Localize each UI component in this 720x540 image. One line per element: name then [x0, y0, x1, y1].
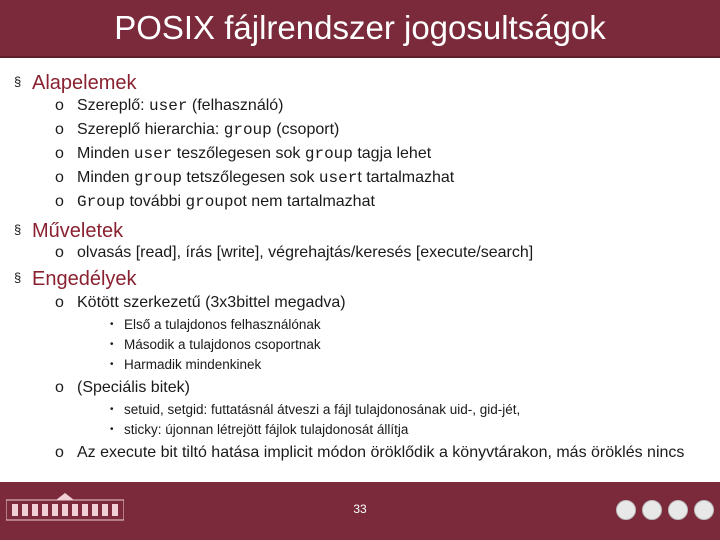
title-bar [0, 0, 720, 58]
circle-bullet-icon: o [55, 193, 64, 210]
item-text: tetszőlegesen sok [181, 169, 319, 186]
nav-controls [616, 500, 714, 520]
circle-bullet-icon: o [55, 379, 64, 396]
prev-icon[interactable] [616, 500, 636, 520]
item-code: group [133, 169, 182, 187]
dot-bullet-icon: • [110, 339, 114, 350]
item-text: Minden [77, 145, 134, 162]
footer-bar [0, 482, 720, 540]
list-item [55, 293, 346, 313]
item-text: Első a tulajdonos felhasználónak [124, 317, 321, 332]
home-icon[interactable] [642, 500, 662, 520]
dot-bullet-icon: • [110, 424, 114, 435]
item-text: ot nem tartalmazhat [233, 193, 375, 210]
list-item [55, 120, 339, 140]
square-bullet-icon: § [14, 222, 22, 237]
item-code: user [133, 145, 173, 163]
circle-bullet-icon: o [55, 444, 64, 461]
item-text: Harmadik mindenkinek [124, 357, 262, 372]
item-code: group [185, 193, 234, 211]
circle-bullet-icon: o [55, 294, 64, 311]
sub-list-item [110, 421, 408, 439]
item-text: Második a tulajdonos csoportnak [124, 337, 321, 352]
item-text: Minden [77, 169, 134, 186]
item-text: (csoport) [271, 121, 340, 138]
item-text: Szereplő hierarchia: [77, 121, 224, 138]
slide-title: POSIX fájlrendszer jogosultságok [114, 9, 606, 46]
list-item [55, 243, 533, 263]
item-text: további [125, 193, 186, 210]
item-text: Az execute bit tiltó hatása implicit módon öröklődik a könyvtárakon, más öröklés nincs [77, 444, 685, 461]
circle-bullet-icon: o [55, 97, 64, 114]
list-item [55, 96, 284, 116]
page-number: 33 [353, 502, 367, 516]
item-text: teszőlegesen sok [172, 145, 305, 162]
item-text: (felhasználó) [187, 97, 284, 114]
item-text: Kötött szerkezetű (3x3bittel megadva) [77, 294, 346, 311]
sub-list-item [110, 356, 261, 374]
dot-bullet-icon: • [110, 359, 114, 370]
list-item [55, 168, 454, 188]
list-item [55, 378, 190, 398]
list-item [55, 443, 695, 463]
section-muveletek [14, 218, 123, 243]
square-bullet-icon: § [14, 270, 22, 285]
circle-bullet-icon: o [55, 169, 64, 186]
circle-bullet-icon: o [55, 244, 64, 261]
item-code: group [223, 121, 272, 139]
item-text: sticky: újonnan létrejött fájlok tulajdonosát állítja [124, 422, 409, 437]
item-text: setuid, setgid: futtatásnál átveszi a fájl tulajdonosának uid-, gid-jét, [124, 402, 521, 417]
item-code: group [304, 145, 353, 163]
sub-list-item [110, 336, 321, 354]
item-code: Group [77, 193, 126, 211]
item-text: Szereplő: [77, 97, 150, 114]
sub-list-item [110, 316, 321, 334]
item-code: user [318, 169, 358, 187]
item-text: olvasás [read], írás [write], végrehajtás/keresés [execute/search] [77, 244, 534, 261]
section-label: Műveletek [32, 220, 124, 242]
circle-bullet-icon: o [55, 145, 64, 162]
list-item [55, 144, 431, 164]
item-text: (Speciális bitek) [77, 379, 190, 396]
dot-bullet-icon: • [110, 319, 114, 330]
section-label: Alapelemek [32, 72, 137, 94]
dot-bullet-icon: • [110, 404, 114, 415]
square-bullet-icon: § [14, 74, 22, 89]
section-engedelyek [14, 266, 137, 291]
sub-list-item [110, 401, 520, 419]
section-alapelemek [14, 70, 137, 95]
list-item [55, 192, 375, 212]
item-code: user [149, 97, 188, 115]
circle-bullet-icon: o [55, 121, 64, 138]
menu-icon[interactable] [694, 500, 714, 520]
section-label: Engedélyek [32, 268, 137, 290]
item-text: tagja lehet [352, 145, 432, 162]
item-text: t tartalmazhat [357, 169, 455, 186]
next-icon[interactable] [668, 500, 688, 520]
